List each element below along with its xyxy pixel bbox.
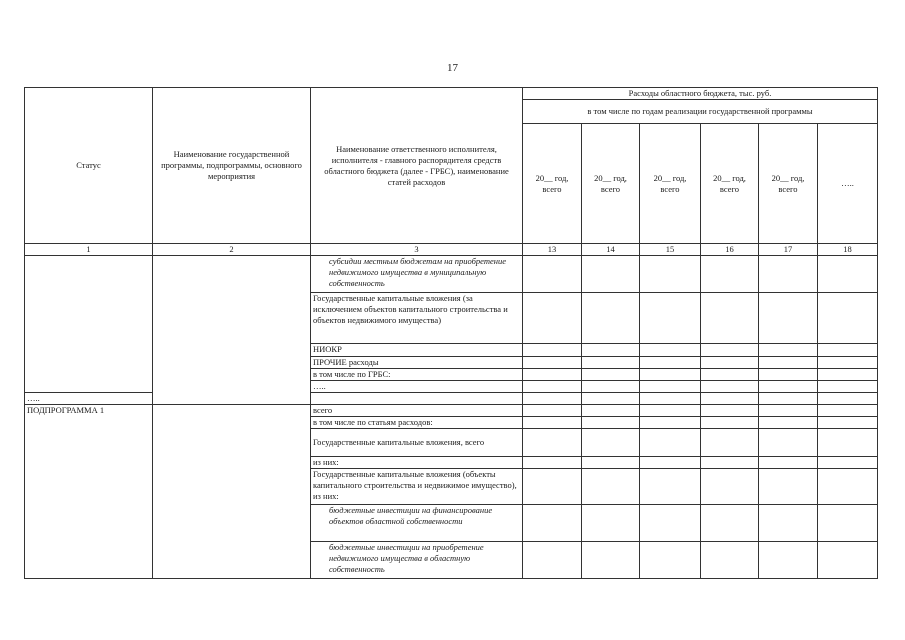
expense-item xyxy=(311,393,523,405)
status-cell: ПОДПРОГРАММА 1 xyxy=(25,405,153,579)
expense-item: НИОКР xyxy=(311,344,523,357)
program-cell xyxy=(153,405,311,579)
header-expenses: Расходы областного бюджета, тыс. руб. xyxy=(523,88,878,100)
expense-item: всего xyxy=(311,405,523,417)
year-column-ellipsis: ….. xyxy=(818,124,878,244)
header-status: Статус xyxy=(25,88,153,244)
column-number: 1 xyxy=(25,244,153,256)
year-column-header: 20__ год, всего xyxy=(701,124,759,244)
expense-item: субсидии местным бюджетам на приобретение недвижимого имущества в муниципальную собственность xyxy=(311,256,523,293)
table-row xyxy=(25,405,878,417)
column-number: 14 xyxy=(582,244,640,256)
expense-item: ПРОЧИЕ расходы xyxy=(311,357,523,369)
status-cell: ….. xyxy=(25,393,153,405)
header-by-years: в том числе по годам реализации государственной программы xyxy=(523,100,878,124)
program-cell xyxy=(153,256,311,405)
year-column-header: 20__ год, всего xyxy=(759,124,818,244)
table-row xyxy=(25,393,878,405)
budget-table xyxy=(24,87,878,579)
year-column-header: 20__ год, всего xyxy=(582,124,640,244)
expense-item: ….. xyxy=(311,381,523,393)
status-cell xyxy=(25,256,153,393)
column-number: 17 xyxy=(759,244,818,256)
table-row xyxy=(25,256,878,293)
column-number: 18 xyxy=(818,244,878,256)
expense-item: бюджетные инвестиции на приобретение недвижимого имущества в областную собственность xyxy=(311,542,523,579)
header-program-name: Наименование государственной программы, подпрограммы, основного мероприятия xyxy=(153,88,311,244)
expense-item: Государственные капитальные вложения, всего xyxy=(311,429,523,457)
column-number: 15 xyxy=(640,244,701,256)
year-column-header: 20__ год, всего xyxy=(523,124,582,244)
column-number: 3 xyxy=(311,244,523,256)
year-column-header: 20__ год, всего xyxy=(640,124,701,244)
expense-item: в том числе по статьям расходов: xyxy=(311,417,523,429)
column-number: 13 xyxy=(523,244,582,256)
expense-item: из них: xyxy=(311,457,523,469)
header-executor: Наименование ответственного исполнителя, исполнителя - главного распорядителя средств областного бюджета (далее - ГРБС), наименование статей расходов xyxy=(311,88,523,244)
expense-item: бюджетные инвестиции на финансирование объектов областной собственности xyxy=(311,505,523,542)
expense-item: в том числе по ГРБС: xyxy=(311,369,523,381)
expense-item: Государственные капитальные вложения (объекты капитального строительства и недвижимое имущество), из них: xyxy=(311,469,523,505)
page-number: 17 xyxy=(447,62,458,74)
expense-item: Государственные капитальные вложения (за исключением объектов капитального строительства и объектов недвижимого имущества) xyxy=(311,293,523,344)
column-number: 2 xyxy=(153,244,311,256)
column-number: 16 xyxy=(701,244,759,256)
